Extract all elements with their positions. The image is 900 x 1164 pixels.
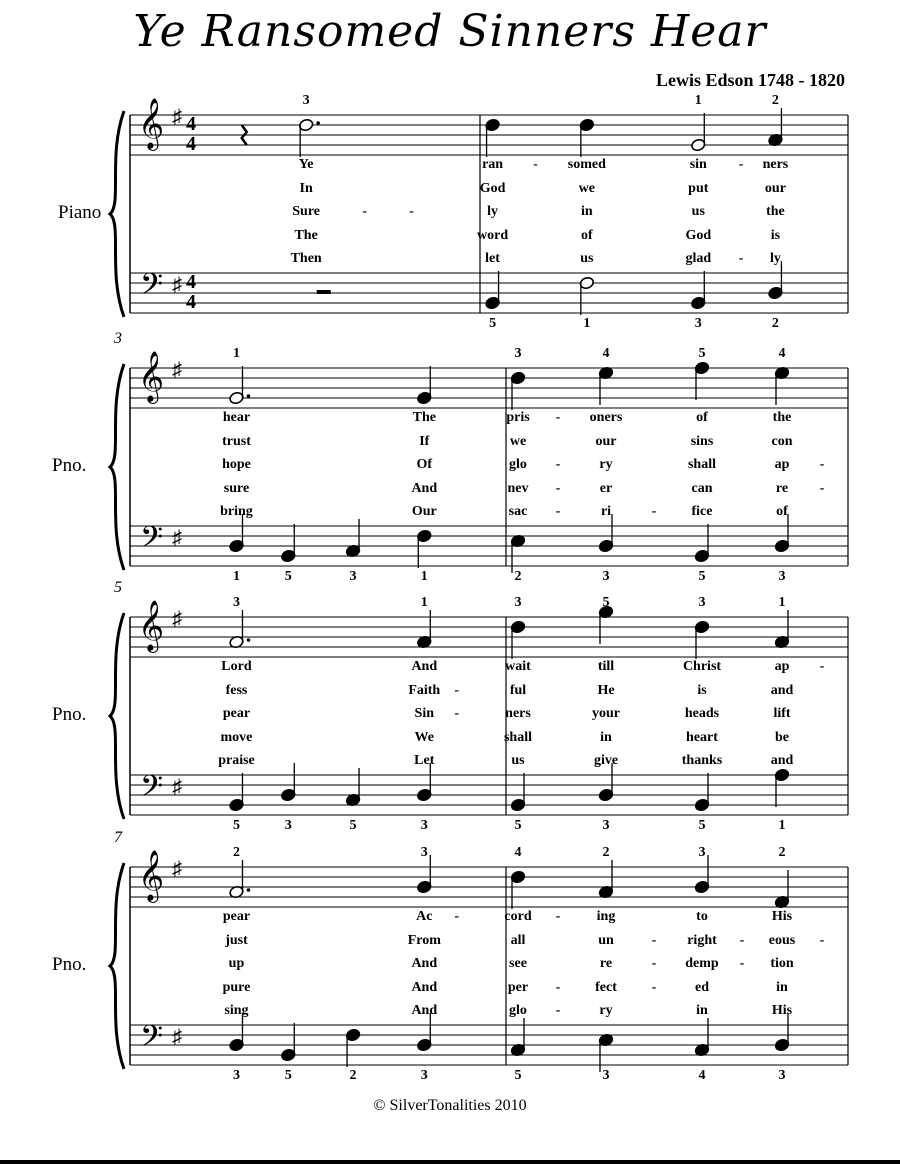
system-brace <box>110 111 124 317</box>
lyric-syllable: just <box>225 932 248 948</box>
lyric-syllable: give <box>593 753 619 768</box>
bass-fingering: 5 <box>284 569 292 584</box>
bass-note <box>229 773 245 812</box>
treble-note <box>416 610 432 649</box>
lyric-syllable: - <box>362 204 368 219</box>
treble-note <box>768 108 784 147</box>
treble-fingering: 5 <box>602 595 610 610</box>
bass-fingering: 2 <box>771 316 779 331</box>
system-3 <box>0 579 900 837</box>
bass-fingering: 3 <box>694 316 702 331</box>
lyric-syllable: trust <box>222 433 251 449</box>
lyric-syllable: - <box>555 410 561 425</box>
key-signature-sharp-icon: ♯ <box>172 608 182 630</box>
lyric-syllable: And <box>411 1003 438 1018</box>
treble-note <box>229 610 251 649</box>
composer-credit: Lewis Edson 1748 - 1820 <box>655 70 845 90</box>
bass-fingering: 5 <box>349 818 357 833</box>
lyric-syllable: - <box>555 909 561 924</box>
lyric-syllable: somed <box>567 157 606 172</box>
bass-fingering: 3 <box>602 569 610 584</box>
time-signature-bottom: 4 <box>186 133 196 155</box>
treble-fingering: 2 <box>602 845 610 860</box>
bass-note <box>774 768 790 807</box>
lyric-syllable: sins <box>690 433 714 449</box>
key-signature-sharp-icon: ♯ <box>172 1026 182 1048</box>
lyric-syllable: fect <box>595 979 617 995</box>
bass-fingering: 5 <box>698 569 706 584</box>
lyric-syllable: - <box>739 932 745 948</box>
bass-fingering: 3 <box>232 1068 240 1083</box>
treble-note <box>510 620 526 659</box>
lyric-syllable: us <box>580 251 594 266</box>
treble-fingering: 2 <box>771 93 779 108</box>
instrument-label: Piano <box>58 202 102 223</box>
bass-note <box>579 276 595 315</box>
treble-clef-icon: 𝄞 <box>138 99 165 148</box>
bass-fingering: 1 <box>420 569 428 584</box>
lyric-syllable: cord <box>504 909 532 924</box>
lyric-syllable: move <box>220 729 253 745</box>
lyric-syllable: wait <box>505 659 531 674</box>
treble-note <box>510 371 526 410</box>
system-4 <box>0 829 900 1087</box>
lyric-syllable: lift <box>773 706 791 721</box>
time-signature-top: 4 <box>186 113 196 135</box>
lyric-syllable: nev <box>507 480 529 496</box>
lyric-syllable: - <box>651 956 657 971</box>
key-signature-sharp-icon: ♯ <box>172 359 182 381</box>
lyric-syllable: hope <box>222 457 251 472</box>
instrument-label: Pno. <box>52 704 87 725</box>
bass-fingering: 2 <box>349 1068 357 1083</box>
lyric-syllable: pris <box>506 410 530 425</box>
lyric-syllable: till <box>597 659 615 674</box>
bass-fingering: 5 <box>698 818 706 833</box>
half-rest <box>317 290 331 294</box>
lyric-syllable: in <box>581 204 593 219</box>
treble-fingering: 4 <box>778 346 786 361</box>
bass-note <box>510 773 526 812</box>
treble-fingering: 2 <box>778 845 786 860</box>
lyric-syllable: - <box>651 504 657 519</box>
bass-fingering: 1 <box>778 818 786 833</box>
lyric-syllable: In <box>299 180 313 196</box>
lyric-syllable: bring <box>220 504 253 519</box>
treble-clef-icon: 𝄞 <box>138 851 165 900</box>
bass-note <box>345 1028 361 1067</box>
lyric-syllable: see <box>509 956 527 971</box>
lyric-syllable: ry <box>599 457 613 472</box>
lyric-syllable: in <box>600 729 612 745</box>
lyric-syllable: heart <box>686 729 718 745</box>
treble-note <box>229 366 251 405</box>
lyric-syllable: all <box>510 932 526 948</box>
system-brace <box>110 613 124 819</box>
lyric-syllable: ri <box>600 504 612 519</box>
lyric-syllable: God <box>479 180 506 196</box>
bass-note <box>280 524 296 563</box>
lyric-syllable: God <box>685 227 712 243</box>
lyric-syllable: shall <box>687 457 716 472</box>
lyric-syllable: of <box>696 410 708 425</box>
instrument-label: Pno. <box>52 954 87 975</box>
key-signature-sharp-icon: ♯ <box>172 527 182 549</box>
bass-clef-icon: 𝄢 <box>140 521 164 561</box>
lyric-syllable: glo <box>509 457 527 472</box>
lyric-syllable: - <box>651 932 657 948</box>
lyric-syllable: of <box>776 504 788 519</box>
lyric-syllable: sing <box>224 1003 249 1018</box>
lyric-syllable: glad <box>685 251 712 266</box>
lyric-syllable: - <box>454 909 459 924</box>
bass-fingering: 3 <box>284 818 292 833</box>
key-signature-sharp-icon: ♯ <box>172 776 182 798</box>
treble-note <box>416 366 432 405</box>
instrument-label: Pno. <box>52 455 87 476</box>
treble-fingering: 3 <box>232 595 240 610</box>
lyric-syllable: His <box>771 909 793 924</box>
key-signature-sharp-icon: ♯ <box>172 858 182 880</box>
time-signature-top: 4 <box>186 271 196 293</box>
lyric-syllable: be <box>775 729 789 745</box>
treble-note <box>298 118 320 157</box>
bass-fingering: 3 <box>778 569 786 584</box>
bass-note <box>694 524 710 563</box>
lyric-syllable: to <box>696 909 708 924</box>
treble-note <box>774 610 790 649</box>
treble-note <box>598 860 614 899</box>
treble-fingering: 3 <box>698 845 706 860</box>
lyric-syllable: - <box>739 956 745 971</box>
lyric-syllable: - <box>555 979 561 995</box>
lyric-syllable: - <box>651 979 657 995</box>
key-signature-sharp-icon: ♯ <box>172 274 182 296</box>
lyric-syllable: tion <box>770 956 794 971</box>
treble-note <box>694 620 710 659</box>
system-2 <box>0 330 900 588</box>
lyric-syllable: His <box>771 1003 793 1018</box>
lyric-syllable: sin <box>689 157 707 172</box>
lyric-syllable: re <box>775 480 789 496</box>
lyric-syllable: in <box>776 979 788 995</box>
lyric-syllable: un <box>598 932 614 948</box>
measure-number: 3 <box>114 330 122 347</box>
lyric-syllable: - <box>454 706 459 721</box>
lyric-syllable: of <box>581 227 593 243</box>
lyric-syllable: Christ <box>682 659 722 674</box>
lyric-syllable: If <box>419 433 430 449</box>
treble-fingering: 4 <box>514 845 522 860</box>
treble-note <box>774 366 790 405</box>
treble-fingering: 5 <box>698 346 706 361</box>
lyric-syllable: up <box>228 956 245 971</box>
lyric-syllable: in <box>696 1003 708 1018</box>
treble-note <box>774 870 790 909</box>
lyric-syllable: word <box>477 227 509 243</box>
lyric-syllable: ran <box>482 157 504 172</box>
lyric-syllable: sure <box>223 480 250 496</box>
bass-note <box>510 1018 526 1057</box>
lyric-syllable: - <box>533 157 538 172</box>
treble-note <box>690 113 706 152</box>
lyric-syllable: The <box>294 227 318 243</box>
lyric-syllable: per <box>507 979 529 995</box>
bass-fingering: 4 <box>698 1068 706 1083</box>
bass-note <box>694 773 710 812</box>
lyric-syllable: the <box>772 410 792 425</box>
key-signature-sharp-icon: ♯ <box>172 106 182 128</box>
treble-fingering: 3 <box>514 595 522 610</box>
treble-note <box>579 118 595 157</box>
lyric-syllable: Then <box>290 251 322 266</box>
lyric-syllable: is <box>770 227 781 243</box>
lyric-syllable: - <box>819 480 825 496</box>
treble-fingering: 1 <box>694 93 702 108</box>
bass-fingering: 1 <box>232 569 240 584</box>
lyric-syllable: And <box>411 956 438 971</box>
lyric-syllable: - <box>738 157 744 172</box>
bass-note <box>345 768 361 807</box>
treble-clef-icon: 𝄞 <box>138 352 165 401</box>
lyric-syllable: demp <box>685 956 719 971</box>
lyric-syllable: ap <box>774 659 790 674</box>
lyric-syllable: - <box>409 204 414 219</box>
treble-note <box>598 366 614 405</box>
treble-note <box>229 860 251 899</box>
bass-fingering: 5 <box>489 316 497 331</box>
bass-note <box>485 271 501 310</box>
treble-fingering: 3 <box>698 595 706 610</box>
lyric-syllable: eous <box>768 932 796 948</box>
lyric-syllable: fess <box>225 682 248 698</box>
lyric-syllable: right <box>687 932 717 948</box>
bass-fingering: 3 <box>778 1068 786 1083</box>
lyric-syllable: ing <box>596 909 616 924</box>
treble-fingering: 3 <box>420 845 428 860</box>
lyric-syllable: From <box>407 932 441 948</box>
treble-fingering: 1 <box>778 595 786 610</box>
lyric-syllable: - <box>454 682 459 698</box>
bass-fingering: 1 <box>583 316 591 331</box>
lyric-syllable: and <box>770 682 794 698</box>
bass-fingering: 3 <box>602 818 610 833</box>
bass-fingering: 2 <box>514 569 522 584</box>
bass-clef-icon: 𝄢 <box>140 770 164 810</box>
time-signature-bottom: 4 <box>186 291 196 313</box>
lyric-syllable: Sure <box>292 204 321 219</box>
lyric-syllable: pear <box>222 909 251 924</box>
measure-number: 7 <box>114 829 122 846</box>
treble-fingering: 4 <box>602 346 610 361</box>
bass-clef-icon: 𝄢 <box>140 268 164 308</box>
lyric-syllable: ap <box>774 457 790 472</box>
treble-fingering: 1 <box>420 595 428 610</box>
lyric-syllable: us <box>511 753 525 768</box>
bass-note <box>510 534 526 573</box>
system-brace <box>110 863 124 1069</box>
lyric-syllable: We <box>414 729 434 745</box>
lyric-syllable: fice <box>691 504 713 519</box>
lyric-syllable: ful <box>509 682 527 698</box>
lyric-syllable: thanks <box>681 753 723 768</box>
lyric-syllable: con <box>771 433 793 449</box>
lyric-syllable: Ye <box>298 157 314 172</box>
treble-fingering: 3 <box>514 346 522 361</box>
lyric-syllable: Faith <box>408 682 441 698</box>
lyric-syllable: Ac <box>416 909 433 924</box>
lyric-syllable: your <box>592 706 620 721</box>
lyric-syllable: Our <box>411 504 437 519</box>
lyric-syllable: Of <box>416 457 433 472</box>
lyric-syllable: - <box>555 504 561 519</box>
bass-fingering: 5 <box>514 1068 522 1083</box>
lyric-syllable: - <box>819 457 825 472</box>
lyric-syllable: ners <box>762 157 789 172</box>
lyric-syllable: - <box>555 480 561 496</box>
lyric-syllable: sac <box>508 504 528 519</box>
lyric-syllable: ners <box>505 706 531 721</box>
lyric-syllable: our <box>595 433 617 449</box>
lyric-syllable: pure <box>222 979 251 995</box>
lyric-syllable: let <box>485 251 500 266</box>
lyric-syllable: us <box>691 204 705 219</box>
lyric-syllable: we <box>509 433 527 449</box>
treble-fingering: 3 <box>302 93 310 108</box>
bass-fingering: 3 <box>349 569 357 584</box>
treble-clef-icon: 𝄞 <box>138 601 165 650</box>
copyright-footer: © SilverTonalities 2010 <box>373 1097 527 1114</box>
bass-note <box>416 529 432 568</box>
lyric-syllable: ly <box>487 204 498 219</box>
lyric-syllable: - <box>555 457 561 472</box>
lyric-syllable: heads <box>684 706 720 721</box>
lyric-syllable: put <box>688 180 709 196</box>
lyric-syllable: Lord <box>221 659 252 674</box>
page-bottom-rule <box>0 1160 900 1164</box>
bass-note <box>690 271 706 310</box>
treble-fingering: 1 <box>232 346 240 361</box>
lyric-syllable: the <box>766 204 785 219</box>
lyric-syllable: glo <box>509 1003 527 1018</box>
lyric-syllable: And <box>411 979 438 995</box>
bass-clef-icon: 𝄢 <box>140 1020 164 1060</box>
lyric-syllable: ry <box>599 1003 613 1018</box>
lyric-syllable: is <box>697 682 707 698</box>
bass-fingering: 5 <box>514 818 522 833</box>
treble-fingering: 2 <box>232 845 240 860</box>
lyric-syllable: Let <box>414 753 435 768</box>
system-brace <box>110 364 124 570</box>
page-title: Ye Ransomed Sinners Hear <box>133 6 767 57</box>
lyric-syllable: - <box>555 1003 561 1018</box>
treble-note <box>694 361 710 400</box>
lyric-syllable: - <box>819 659 825 674</box>
lyric-syllable: hear <box>222 410 251 425</box>
lyric-syllable: Sin <box>414 706 435 721</box>
measure-number: 5 <box>114 579 122 596</box>
lyric-syllable: - <box>738 251 744 266</box>
lyric-syllable: oners <box>589 410 623 425</box>
system-1 <box>0 95 900 335</box>
lyric-syllable: we <box>578 180 595 196</box>
lyric-syllable: pear <box>222 706 251 721</box>
bass-fingering: 3 <box>420 818 428 833</box>
lyric-syllable: can <box>691 480 713 496</box>
lyric-syllable: and <box>770 753 794 768</box>
lyric-syllable: shall <box>503 729 532 745</box>
treble-note <box>510 870 526 909</box>
bass-note <box>345 519 361 558</box>
bass-note <box>598 1033 614 1072</box>
bass-fingering: 3 <box>420 1068 428 1083</box>
lyric-syllable: - <box>819 932 825 948</box>
lyric-syllable: The <box>412 410 436 425</box>
lyric-syllable: er <box>599 480 613 496</box>
bass-note <box>694 1018 710 1057</box>
lyric-syllable: our <box>764 180 786 196</box>
bass-fingering: 5 <box>232 818 240 833</box>
lyric-syllable: praise <box>218 753 255 768</box>
lyric-syllable: He <box>597 682 615 698</box>
lyric-syllable: ly <box>769 251 781 266</box>
lyric-syllable: re <box>599 956 613 971</box>
lyric-syllable: And <box>411 659 438 674</box>
lyric-syllable: ed <box>695 979 709 995</box>
lyric-syllable: And <box>411 480 438 496</box>
bass-fingering: 5 <box>284 1068 292 1083</box>
bass-note <box>280 1023 296 1062</box>
bass-fingering: 3 <box>602 1068 610 1083</box>
treble-note <box>485 118 501 157</box>
